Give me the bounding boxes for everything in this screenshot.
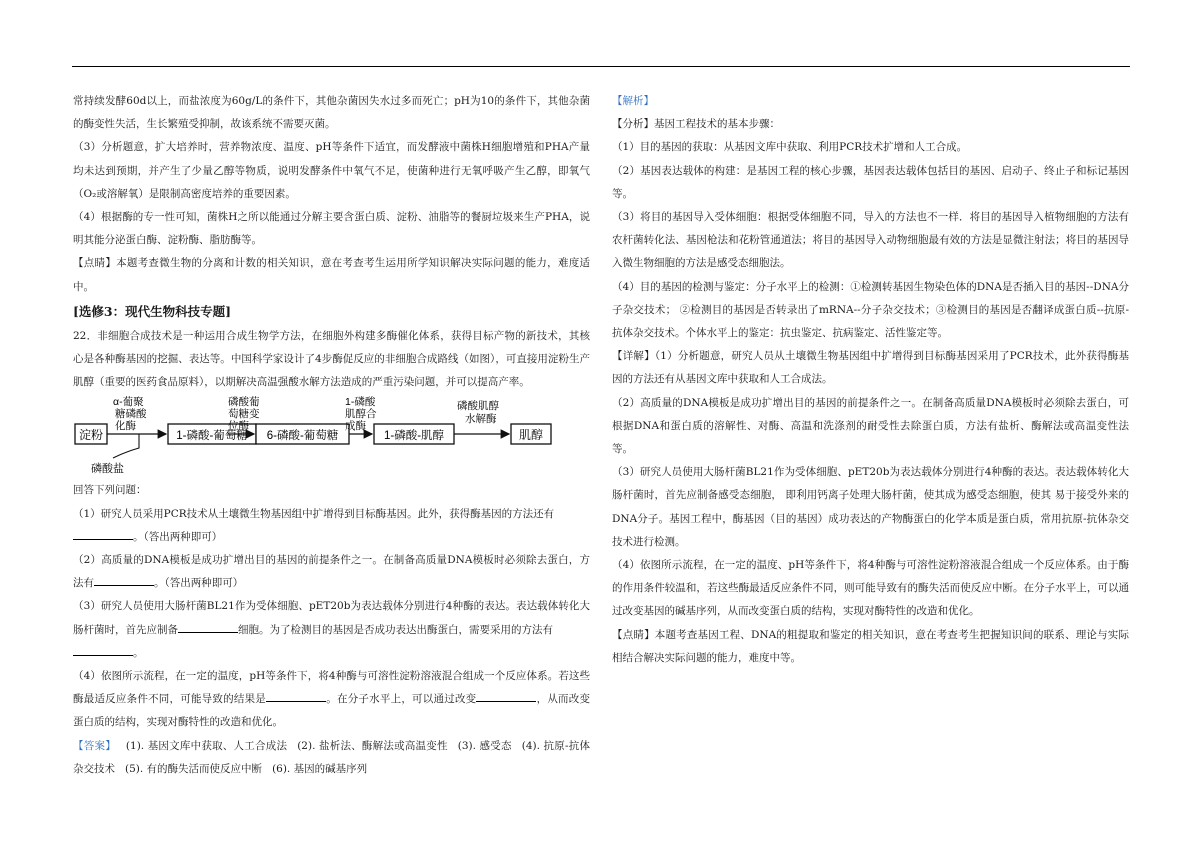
comment-note: 【点睛】本题考查基因工程、DNA的粗提取和鉴定的相关知识，意在考查考生把握知识间的联系、理论与实际相结合解决实际问题的能力，难度中等。 <box>612 628 1129 664</box>
svg-text:1-磷酸: 1-磷酸 <box>345 396 376 409</box>
answer-tag: 【答案】 <box>73 739 116 752</box>
paragraph: （1）目的基因的获取：从基因文库中获取、利用PCR技术扩增和人工合成。 <box>612 141 968 154</box>
answer-blank <box>476 688 536 702</box>
answer-blank <box>178 619 238 633</box>
analysis-intro: 【分析】基因工程技术的基本步骤： <box>612 118 780 131</box>
box-g1p-label: 1-磷酸-葡萄糖 <box>176 430 248 443</box>
box-starch-label: 淀粉 <box>78 428 104 443</box>
paragraph: 常持续发酵60d以上，而盐浓度为60g/L的条件下，其他杂菌因失水过多而死亡；pH为10的条件下，其他杂菌的酶变性失活，生长繁殖受抑制，故该系统不需要灭菌。 <box>73 95 590 131</box>
svg-text:位酶: 位酶 <box>228 420 249 433</box>
paragraph: （2）基因表达载体的构建：是基因工程的核心步骤，基因表达载体包括目的基因、启动子、终止子和标记基因等。 <box>612 164 1129 200</box>
synthesis-pathway-diagram <box>73 396 590 476</box>
svg-text:磷酸肌醇: 磷酸肌醇 <box>457 400 499 413</box>
paragraph: （2）高质量的DNA模板是成功扩增出目的基因的前提条件之一。在制备高质量DNA模板时必须除去蛋白，可根据DNA和蛋白质的溶解性、对酶、高温和洗涤剂的耐受性去除蛋白质，方法有盐析、酶解法或高温变性法等。 <box>612 396 1129 456</box>
answer-key: 【答案】 (1). 基因文库中获取、人工合成法 (2). 盐析法、酶解法或高温变性 (3). 感受态 (4). 抗原-抗体杂交技术 (5). 有的酶失活而使反应中断 (6). 基因的碱基序列 <box>73 739 590 775</box>
answer-blank <box>73 526 133 540</box>
paragraph: （3）研究人员使用大肠杆菌BL21作为受体细胞、pET20b为表达载体分别进行4种酶的表达。表达载体转化大肠杆菌时，首先应制备感受态细胞， 即利用钙离子处理大肠杆菌，使其成为感受态细胞，使其 易于接受外来的DNA分子。基因工程中，酶基因（目的基因）成功表达的产物酶蛋白的化学本质是蛋白质，常用抗原-抗体杂交技术进行检测。 <box>612 466 1129 548</box>
paragraph: （4）依图所示流程，在一定的温度、pH等条件下，将4种酶与可溶性淀粉溶液混合组成一个反应体系。由于酶的作用条件较温和，若这些酶最适反应条件不同，则可能导致有的酶失活而使反应中断。在分子水平上，可以通过改变基因的碱基序列，从而改变蛋白质的结构，实现对酶特性的改造和优化。 <box>612 559 1129 618</box>
header-rule <box>72 66 1130 67</box>
phosphate-label: 磷酸盐 <box>91 463 124 476</box>
question-2: （2）高质量的DNA模板是成功扩增出目的基因的前提条件之一。在制备高质量DNA模板时必须除去蛋白，方法有 。（答出两种即可） <box>73 554 590 590</box>
comment-note: 【点睛】本题考查微生物的分离和计数的相关知识，意在考查考生运用所学知识解决实际问题的能力，难度适中。 <box>73 257 590 293</box>
prompt: 回答下列问题： <box>73 484 147 497</box>
paragraph: （4）根据酶的专一性可知，菌株H之所以能通过分解主要含蛋白质、淀粉、油脂等的餐厨垃圾来生产PHA，说明其能分泌蛋白酶、淀粉酶、脂肪酶等。 <box>73 211 590 247</box>
svg-text:糖磷酸: 糖磷酸 <box>115 408 147 421</box>
right-column <box>612 90 1129 670</box>
left-column <box>73 90 590 781</box>
svg-text:磷酸葡: 磷酸葡 <box>228 396 260 409</box>
question-1: （1）研究人员采用PCR技术从土壤微生物基因组中扩增得到目标酶基因。此外，获得酶基因的方法还有 。（答出两种即可） <box>73 507 555 543</box>
enzyme-1-label <box>113 396 147 432</box>
svg-text:成酶: 成酶 <box>345 420 366 433</box>
svg-text:萄糖变: 萄糖变 <box>228 408 260 421</box>
paragraph: （3）将目的基因导入受体细胞：根据受体细胞不同，导入的方法也不一样．将目的基因导入植物细胞的方法有农杆菌转化法、基因枪法和花粉管通道法；将目的基因导入动物细胞最有效的方法是显微注射法；将目的基因导入微生物细胞的方法是感受态细胞法。 <box>612 211 1129 270</box>
paragraph: 【详解】（1）分析题意，研究人员从土壤微生物基因组中扩增得到目标酶基因采用了PCR技术，此外获得酶基因的方法还有从基因文库中获取和人工合成法。 <box>612 350 1129 386</box>
svg-text:化酶: 化酶 <box>115 420 136 433</box>
phosphate-connector <box>113 434 139 458</box>
enzyme-4-label <box>457 399 499 425</box>
answer-blank <box>73 642 133 656</box>
answer-blank <box>266 688 326 702</box>
answer-blank <box>94 572 154 586</box>
paragraph: （3）分析题意，扩大培养时，营养物浓度、温度、pH等条件下适宜，而发酵液中菌株H细胞增殖和PHA产量均未达到预期，并产生了少量乙醇等物质，说明发酵条件中氧气不足，使菌种进行无氧呼吸产生乙醇，即氧气（O₂或溶解氧）是限制高密度培养的重要因素。 <box>73 141 590 200</box>
box-inositol-label: 肌醇 <box>518 428 544 443</box>
svg-text:肌醇合: 肌醇合 <box>345 408 377 421</box>
box-g6p-label: 6-磷酸-葡萄糖 <box>266 430 339 443</box>
question-22-stem: 22．非细胞合成技术是一种运用合成生物学方法，在细胞外构建多酶催化体系，获得目标产物的新技术，其核心是各种酶基因的挖掘、表达等。中国科学家设计了4步酶促反应的非细胞合成路线（如图），可直接用淀粉生产肌醇（重要的医药食品原料），以期解决高温强酸水解方法造成的严重污染问题，并可以提高产率。 <box>73 329 590 389</box>
svg-text:水解酶: 水解酶 <box>465 413 497 426</box>
question-4: （4）依图所示流程，在一定的温度，pH等条件下，将4种酶与可溶性淀粉溶液混合组成一个反应体系。若这些酶最适反应条件不同，可能导致的结果是 。在分子水平上，可以通过改变 ，从而改变蛋白质的结构，实现对酶特性的改造和优化。 <box>73 670 591 729</box>
pathway-svg <box>73 396 590 476</box>
enzyme-3-label <box>345 396 377 432</box>
question-3: （3）研究人员使用大肠杆菌BL21作为受体细胞、pET20b为表达载体分别进行4种酶的表达。表达载体转化大肠杆菌时，首先应制备 细胞。为了检测目的基因是否成功表达出酶蛋白，需要采用的方法有 。 <box>73 600 590 659</box>
section-heading: [选修3：现代生物科技专题] <box>73 303 232 319</box>
analysis-tag: 【解析】 <box>612 95 654 107</box>
svg-text:α-葡聚: α-葡聚 <box>113 396 144 409</box>
box-i1p-label: 1-磷酸-肌醇 <box>383 430 445 443</box>
paragraph: （4）目的基因的检测与鉴定：分子水平上的检测：①检测转基因生物染色体的DNA是否插入目的基因--DNA分子杂交技术； ②检测目的基因是否转录出了mRNA--分子杂交技术；③检测目的基因是否翻译成蛋白质--抗原-抗体杂交技术。个体水平上的鉴定：抗虫鉴定、抗病鉴定、活性鉴定等。 <box>612 280 1129 340</box>
